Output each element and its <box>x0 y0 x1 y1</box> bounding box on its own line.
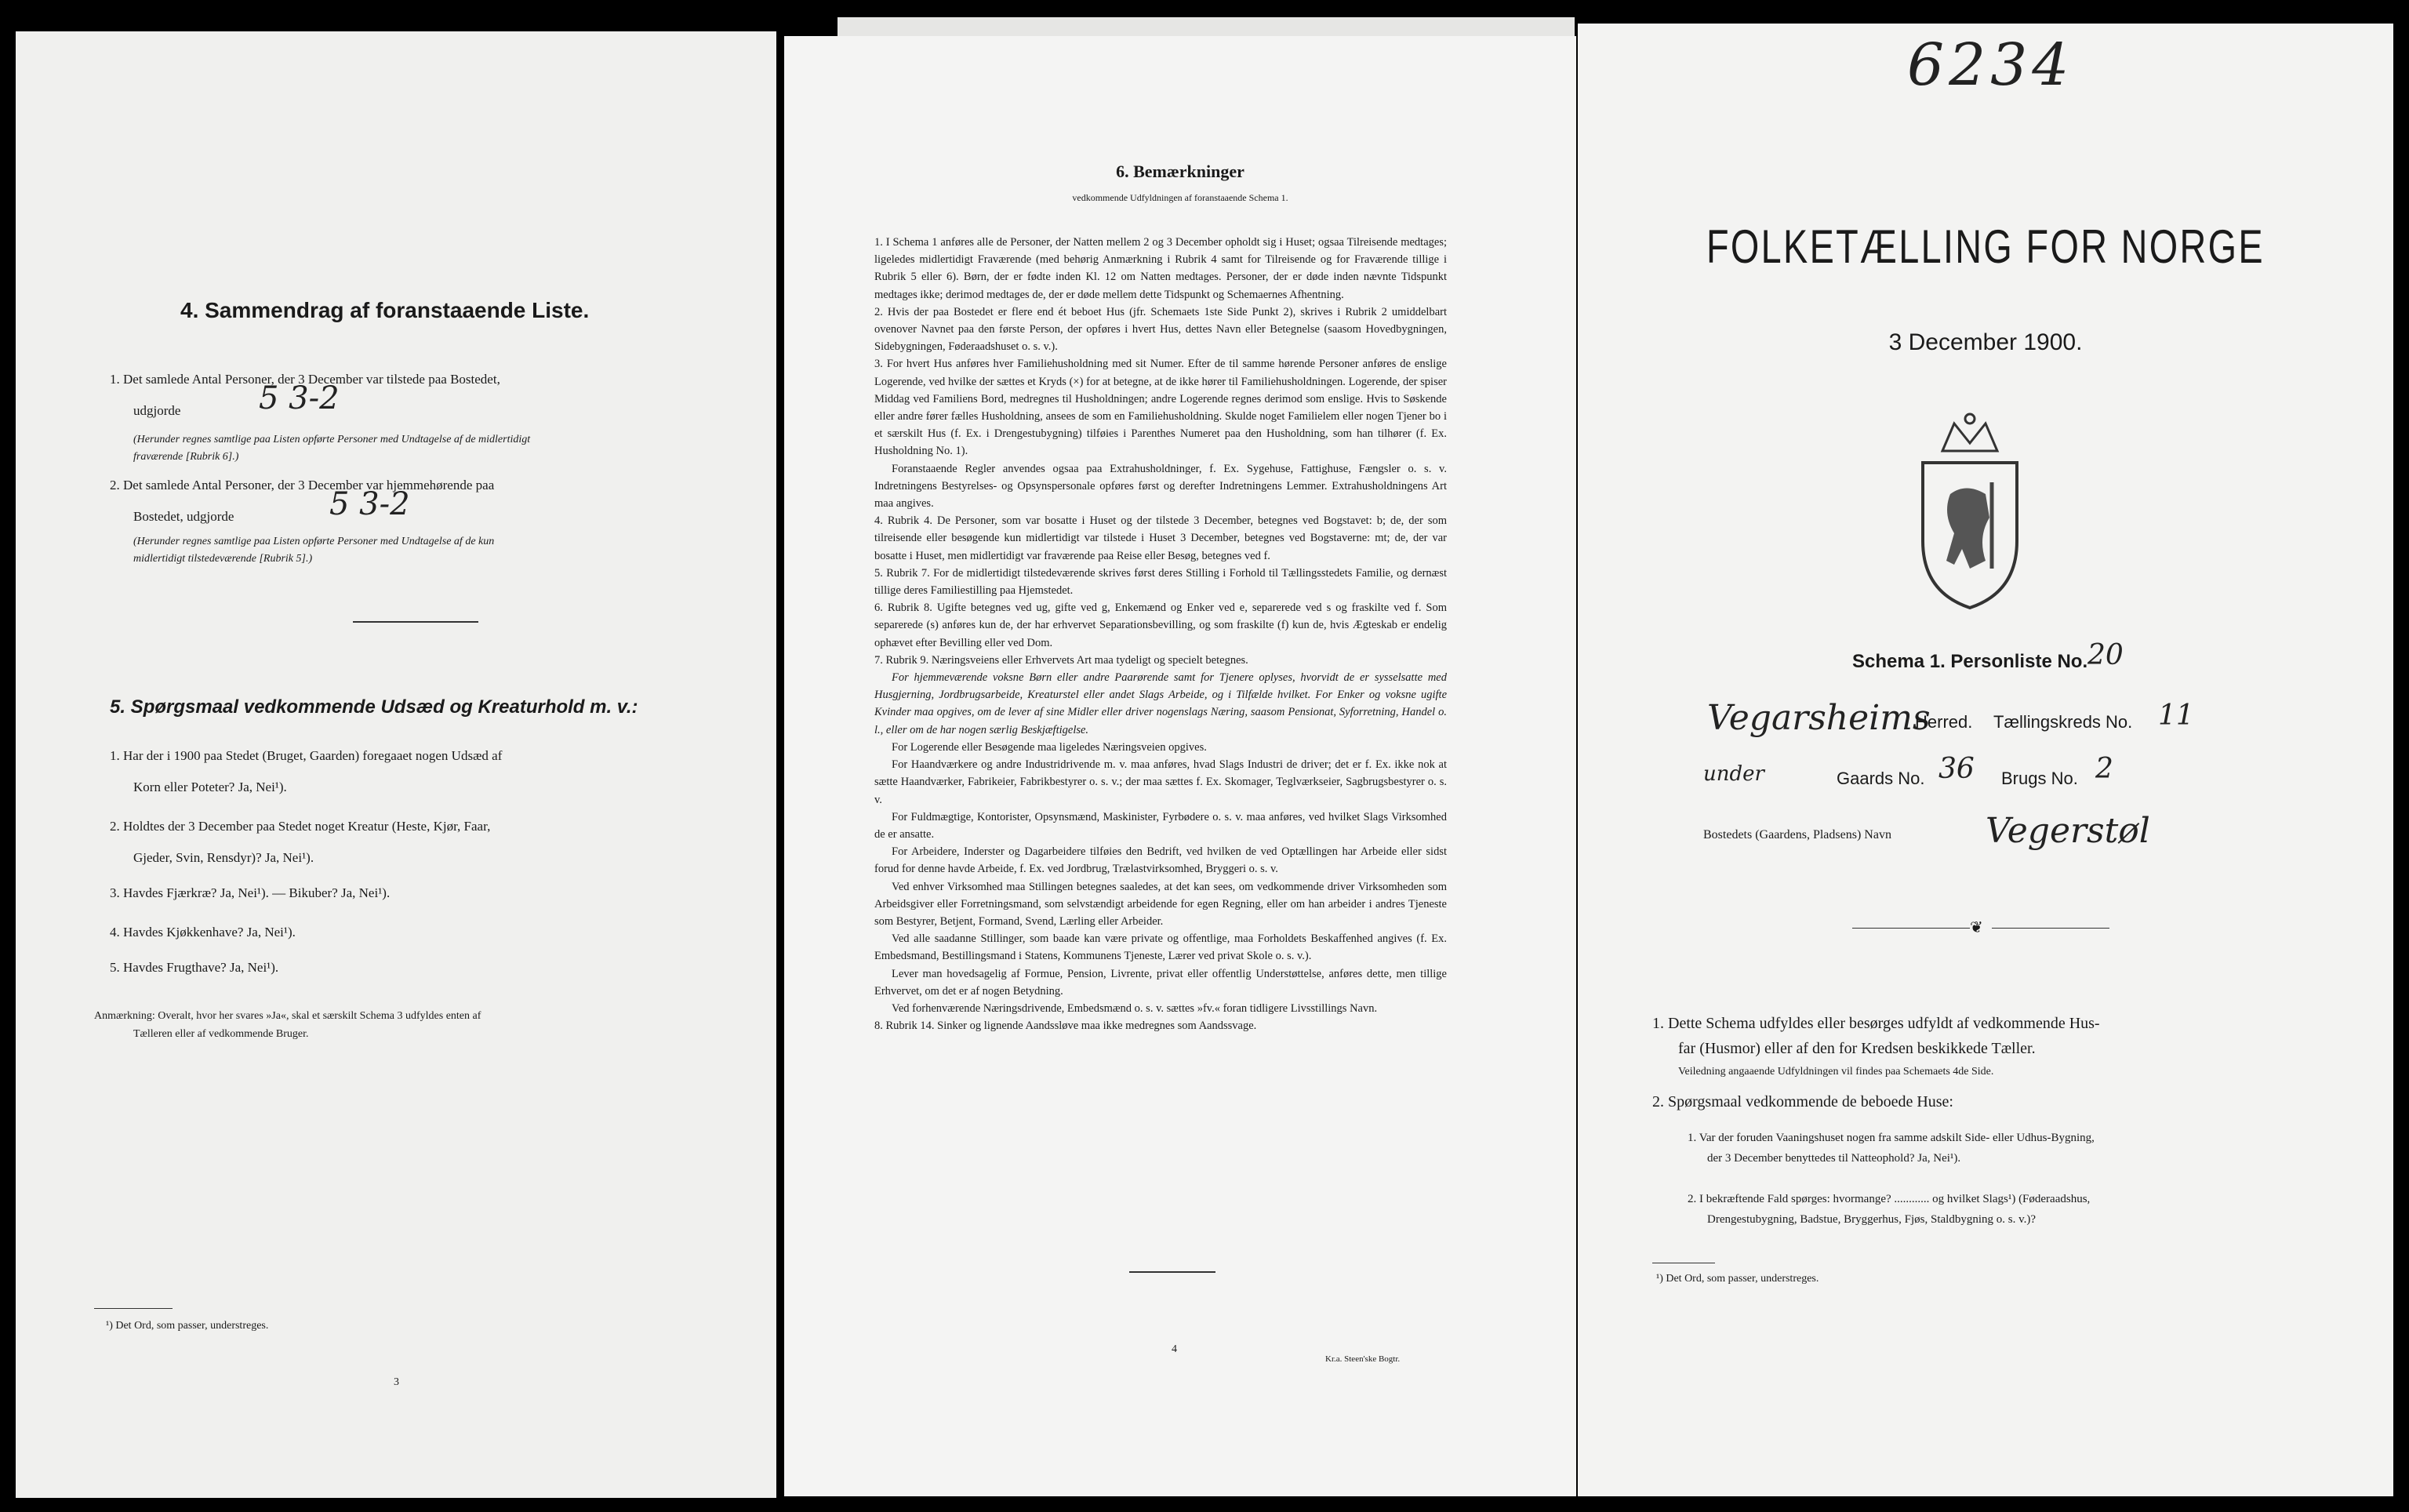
remark-7-g: Ved alle saadanne Stillinger, som baade kan være private og offentlige, maa Forholdets Beskaffenhed angives (f. Ex. Embedsmand, Bestillingsmand i Statens, Kommunens Tjeneste, Lærer ved privat Skole o. s. v.). <box>874 932 1447 963</box>
remark-7-b: For Logerende eller Besøgende maa ligeledes Næringsveien opgives. <box>892 740 1207 754</box>
personliste-number: 20 <box>2087 639 2124 671</box>
remark-4: 4. Rubrik 4. De Personer, som var bosatte i Huset og der tilstede 3 December, betegnes ved Bogstavet: b; de, der som tilreisende eller besøgende kun midlertidigt var tilstede i Huset 3 December, betegnes ved Bogstaverne: mt; de, der var bosatte i Huset, men midlertidigt var fraværende paa Reise eller Besøg, betegnes ved f. <box>874 514 1447 562</box>
q2-handwritten-count: 5 3-2 <box>329 486 410 522</box>
remark-8: 8. Rubrik 14. Sinker og lignende Aandssløve maa ikke medregnes som Aandssvage. <box>874 1020 1257 1033</box>
s5-q2-line1: 2. Holdtes der 3 December paa Stedet noget Kreatur (Heste, Kjør, Faar, <box>110 819 491 834</box>
remark-7: 7. Rubrik 9. Næringsveiens eller Erhvervets Art maa tydeligt og specielt betegnes. <box>874 653 1248 667</box>
page-number: 3 <box>394 1376 399 1388</box>
remark-5: 5. Rubrik 7. For de midlertidigt tilstedeværende skrives først deres Stilling i Forhold til Tællingsstedets Familie, og dernæst tillige deres Familiestilling paa Hjemstedet. <box>874 566 1447 598</box>
herred-name: Vegarsheims <box>1707 698 1931 738</box>
page-4 <box>784 36 1576 1496</box>
instruction-1-note: Veiledning angaaende Udfyldningen vil findes paa Schemaets 4de Side. <box>1678 1066 1994 1078</box>
remark-7-a: For hjemmeværende voksne Børn eller andre Paarørende samt for Tjenere oplyses, hvorvidt de er sysselsatte med Husgjerning, Jordbrugsarbeide, Kreaturstel eller andet Slags Arbeide, og i Tilfælde hvilket. For Enker og voksne ugifte Kvinder maa opgives, om de lever af sine Midler eller driver nogenslags Næring, saasom Pensionat, Syforretning, Handel o. l., eller om de har nogen særlig Beskjæftigelse. <box>874 671 1447 736</box>
remark-7-i: Ved forhenværende Næringsdrivende, Embedsmænd o. s. v. sættes »fv.« foran tidligere Livsstillings Navn. <box>892 1001 1378 1015</box>
section-4-title: 4. Sammendrag af foranstaaende Liste. <box>180 298 590 322</box>
s5-q1-line2: Korn eller Poteter? Ja, Nei¹). <box>133 780 287 794</box>
s5-q4: 4. Havdes Kjøkkenhave? Ja, Nei¹). <box>110 925 296 940</box>
footnote-rule <box>94 1308 173 1309</box>
main-title: FOLKETÆLLING FOR NORGE <box>1706 220 2265 273</box>
remarks-subtitle: vedkommende Udfyldningen af foranstaaende Schema 1. <box>1072 192 1288 203</box>
schema-label: Schema 1. Personliste No. <box>1852 651 2088 672</box>
census-date: 3 December 1900. <box>1888 329 2083 355</box>
brugs-label: Brugs No. <box>2001 769 2078 788</box>
q2-line2: Bostedet, udgjorde <box>133 509 234 524</box>
ornament-icon: ❦ <box>1970 919 1983 936</box>
instruction-2-q1-line1: 1. Var der foruden Vaaningshuset nogen fra samme adskilt Side- eller Udhus-Bygning, <box>1688 1132 2095 1144</box>
ornament-rule-right <box>1992 928 2109 929</box>
kreds-label: Tællingskreds No. <box>1993 712 2133 732</box>
archive-number: 6234 <box>1907 31 2074 99</box>
annotation-line2: Tælleren eller af vedkommende Bruger. <box>133 1028 309 1040</box>
divider-rule <box>353 621 478 623</box>
end-rule <box>1129 1271 1215 1273</box>
instruction-2: 2. Spørgsmaal vedkommende de beboede Huse: <box>1652 1093 1953 1110</box>
herred-label: Herred. <box>1915 712 1973 732</box>
s5-q2-line2: Gjeder, Svin, Rensdyr)? Ja, Nei¹). <box>133 850 314 865</box>
q1-line1: 1. Det samlede Antal Personer, der 3 December var tilstede paa Bostedet, <box>110 372 500 387</box>
brugs-number: 2 <box>2095 753 2113 785</box>
instruction-2-q2-line1: 2. I bekræftende Fald spørges: hvormange? ............ og hvilket Slags¹) (Føderaadshus, <box>1688 1193 2091 1205</box>
q1-line2: udgjorde <box>133 403 181 418</box>
footnote: ¹) Det Ord, som passer, understreges. <box>1656 1273 1819 1285</box>
remark-1: 1. I Schema 1 anføres alle de Personer, der Natten mellem 2 og 3 December opholdt sig i Huset; ogsaa Tilreisende medtages; ligeledes midlertidigt Fraværende (med behørig Anmærkning i Rubrik 4 samt for Tilreisende og for Fraværende tillige i Rubrik 5 eller 6). Børn, der er fødte inden Kl. 12 om Natten medtages. Personer, der er døde inden nævnte Tidspunkt medtages ikke; derimod medtages de, der er døde mellem dette Tidspunkt og Schemaernes Afhentning. <box>874 236 1447 301</box>
q2-note-line2: midlertidigt tilstedeværende [Rubrik 5].) <box>133 553 313 565</box>
instruction-1-line2: far (Husmor) eller af den for Kredsen beskikkede Tæller. <box>1678 1040 2036 1057</box>
q2-line1: 2. Det samlede Antal Personer, der 3 December var hjemmehørende paa <box>110 478 495 492</box>
section-5-title: 5. Spørgsmaal vedkommende Udsæd og Kreaturhold m. v.: <box>110 696 638 718</box>
page-1-cover <box>1578 24 2393 1496</box>
gaards-number: 36 <box>1938 753 1975 785</box>
bosted-label: Bostedets (Gaardens, Pladsens) Navn <box>1703 828 1891 841</box>
under-note: under <box>1703 762 1764 786</box>
s5-q3: 3. Havdes Fjærkræ? Ja, Nei¹). — Bikuber? Ja, Nei¹). <box>110 885 391 900</box>
q1-handwritten-count: 5 3-2 <box>259 380 340 416</box>
remark-7-f: Ved enhver Virksomhed maa Stillingen betegnes saaledes, at det kan sees, om vedkommende driver Virksomheden som Arbeidsgiver eller Forretningsmand, som selvstændigt arbeidende for egen Regning, eller om han arbeider i andres Tjeneste som Bestyrer, Betjent, Formand, Svend, Lærling eller Arbeider. <box>874 880 1447 928</box>
norwegian-coat-of-arms-icon <box>1899 408 2040 620</box>
s5-q1-line1: 1. Har der i 1900 paa Stedet (Bruget, Gaarden) foregaaet nogen Udsæd af <box>110 748 503 763</box>
remark-7-c: For Haandværkere og andre Industridrivende m. v. maa anføres, hvad Slags Industri de driver; det er f. Ex. ikke nok at sætte Haandværker, Fabrikeier, Fabrikbestyrer o. s. v.; der maa sættes f. Ex. Skomager, Teglværkseier, Sagbrugsbestyrer o. s. v. <box>874 758 1447 806</box>
printer-imprint: Kr.a. Steen'ske Bogtr. <box>1325 1354 1401 1364</box>
instruction-1-line1: 1. Dette Schema udfyldes eller besørges udfyldt af vedkommende Hus- <box>1652 1015 2100 1032</box>
remark-7-h: Lever man hovedsagelig af Formue, Pension, Livrente, privat eller offentlig Understøttelse, anføres dette, men tillige Erhvervet, om det er af nogen Betydning. <box>874 967 1447 998</box>
s5-q5: 5. Havdes Frugthave? Ja, Nei¹). <box>110 960 279 975</box>
q2-note-line1: (Herunder regnes samtlige paa Listen opførte Personer med Undtagelse af de kun <box>133 536 495 547</box>
annotation-line1: Anmærkning: Overalt, hvor her svares »Ja«, skal et særskilt Schema 3 udfyldes enten af <box>94 1010 481 1022</box>
remark-3: 3. For hvert Hus anføres hver Familiehusholdning med sit Numer. Efter de til samme hørende Personer anføres de enslige Logerende, ved hvilke der sættes et Kryds (×) for at betegne, at de ikke hører til Familiehusholdningen. Logerende, der spiser Middag ved Familiens Bord, medregnes til Husholdningen; andre Logerende regnes derimod som enslige. Hvis to Søskende eller andre fører fælles Husholdning, ansees de som en Familiehusholdning. Skulde noget Familielem eller nogen Tjener bo i et særskilt Hus (f. Ex. i Drengestubygning) tilføies i Parenthes Numeret paa den Husholdning, som han tilhører (f. Ex. Husholdning No. 1). <box>874 358 1447 458</box>
remarks-title: 6. Bemærkninger <box>1116 162 1244 181</box>
footnote: ¹) Det Ord, som passer, understreges. <box>106 1320 269 1332</box>
kreds-number: 11 <box>2158 700 2194 732</box>
remarks-body <box>874 234 1447 1034</box>
remark-7-d: For Fuldmægtige, Kontorister, Opsynsmænd, Maskinister, Fyrbødere o. s. v. maa anføres, ved hvilket Slags Virksomhed de er ansatte. <box>874 810 1447 841</box>
remark-7-e: For Arbeidere, Inderster og Dagarbeidere tilføies den Bedrift, ved hvilken de ved Optællingen har Arbeide eller sidst forud for denne havde Arbeide, f. Ex. ved Jordbrug, Trælastvirksomhed, Bryggeri o. s. v. <box>874 845 1447 876</box>
bosted-name: Vegerstøl <box>1986 811 2150 851</box>
instruction-2-q1-line2: der 3 December benyttedes til Natteophold? Ja, Nei¹). <box>1707 1152 1961 1165</box>
page-number: 4 <box>1172 1343 1177 1355</box>
q1-note-line2: fraværende [Rubrik 6].) <box>133 451 239 463</box>
q1-note-line1: (Herunder regnes samtlige paa Listen opførte Personer med Undtagelse af de midlertidigt <box>133 434 531 445</box>
remark-2: 2. Hvis der paa Bostedet er flere end ét beboet Hus (jfr. Schemaets 1ste Side Punkt 2), skrives i Rubrik 2 umiddelbart ovenover Navnet paa den første Person, der opføres i hvert Hus, dettes Navn eller Betegnelse (saasom Hovedbygningen, Sidebygningen, Føderaadshuset o. s. v.). <box>874 305 1447 354</box>
page-3 <box>16 31 776 1498</box>
ornament-rule-left <box>1852 928 1970 929</box>
remark-6: 6. Rubrik 8. Ugifte betegnes ved ug, gifte ved g, Enkemænd og Enker ved e, separerede ved s og fraskilte ved f. Som separerede (s) anføres kun de, der har erhvervet Separationsbevilling, og som fraskilte (f) kun de, hvis Ægteskab er endelig ophævet efter Bevilling eller ved Dom. <box>874 602 1447 649</box>
gaards-label: Gaards No. <box>1837 769 1925 788</box>
instruction-2-q2-line2: Drengestubygning, Badstue, Bryggerhus, Fjøs, Staldbygning o. s. v.)? <box>1707 1213 2036 1226</box>
remark-3-extra: Foranstaaende Regler anvendes ogsaa paa Extrahusholdninger, f. Ex. Sygehuse, Fattighuse, Fængsler o. s. v. Indretningens Bestyrelses- og Opsynspersonale opføres først og derefter Indretningens Lemmer. Extrahusholdningens Art maa angives. <box>874 462 1447 511</box>
